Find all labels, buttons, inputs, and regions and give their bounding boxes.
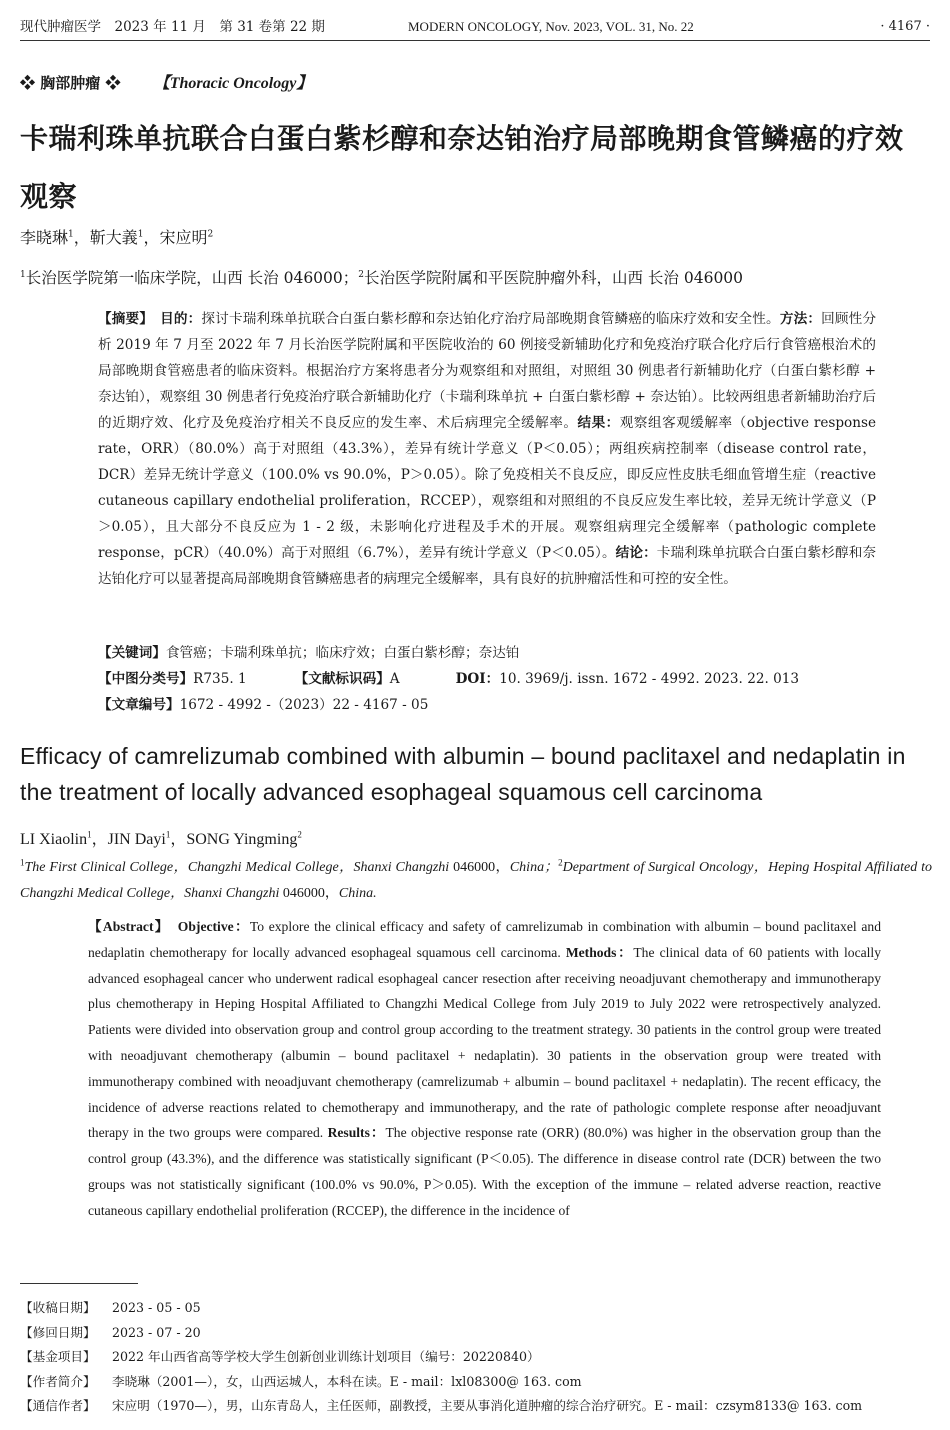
affil-sup: 2 [358,269,364,280]
doi-label: DOI： [455,671,500,687]
results-label: 结果： [577,415,620,431]
title-en: Efficacy of camrelizumab combined with albumin – bound paclitaxel and nedaplatin in the treatment of locally advanced esophageal squamous cell carcinoma [20,743,906,805]
affil-1-name: The First Clinical College，Changzhi Medical College，Shanxi Changzhi [24,860,450,875]
results-text: 观察组客观缓解率（objective response rate，ORR）（80.0%）高于对照组（43.3%），差异有统计学意义（P＜0.05）；两组疾病控制率（disease control rate，DCR）差异无统计学意义（100.0% vs 90.0%，P＞0.05）。除了免疫相关不良反应，即反应性皮肤毛细血管增生症（reactive cutaneous capillary endothelial proliferation，RCCEP），观察组和对照组的不良反应发生率比较，差异无统计学意义（P＞0.05），且大部分不良反应为 1 - 2 级，未影响化疗进程及手术的开展。观察组病理完全缓解率（pathologic complete response，pCR）（40.0%）高于对照组（6.7%），差异有统计学意义（P＜0.05）。 [98,415,877,561]
footnote-text: 李晓琳（2001—），女，山西运城人，本科在读。E - mail：lxl08300@ 163. com [112,1373,582,1389]
methods-text: 回顾性分析 2019 年 7 月至 2022 年 7 月长治医学院附属和平医院收治的 60 例接受新辅助化疗和免疫治疗联合化疗后行食管癌根治术的局部晚期食管癌患者的临床资料。根据治疗方案将患者分为观察组和对照组，对照组 30 例患者行新辅助化疗（白蛋白紫杉醇 + 奈达铂），观察组 30 例患者行免疫治疗联合新辅助化疗（卡瑞利珠单抗 + 白蛋白紫杉醇 + 奈达铂）。比较两组患者新辅助治疗后的近期疗效、化疗及免疫治疗相关不良反应的发生率、术后病理完全缓解率。 [98,311,877,431]
author-sup: 1 [137,229,144,240]
section-en: 【Thoracic Oncology】 [153,75,313,92]
methods-label: 方法： [779,311,822,327]
footnote-label: 【修回日期】 [20,1324,96,1340]
clc-value: R735. 1 [193,671,247,687]
abstract-en [88,914,881,1268]
author-name: 宋应明 [159,228,208,247]
results-en-label: Results： [327,1125,386,1141]
clc-label: 【中图分类号】 [98,671,194,687]
footnotes [20,1296,930,1419]
footnote-text: 宋应明（1970—），男，山东青岛人，主任医师，副教授，主要从事消化道肿瘤的综合治疗研究。E - mail：czsym8133@ 163. com [112,1398,863,1413]
methods-en-text: The clinical data of 60 patients with locally advanced esophageal cancer who underwent radical esophageal cancer resection after receiving neoadjuvant chemotherapy and immunotherapy plus chemotherapy in Heping Hospital Affiliated to Changzhi Medical College from July 2019 to July 2022 were retrospectively analyzed. Patients were divided into observation group and control group according to the treatment strategy. 30 patients in the control group were treated with neoadjuvant chemotherapy (albumin – bound paclitaxel + nedaplatin). 30 patients in the observation group were treated with immunotherapy combined with neoadjuvant chemotherapy (camrelizumab + albumin – bound paclitaxel + nedaplatin). The recent efficacy, the incidence of adverse reactions related to chemotherapy and immunotherapy, and the rate of pathologic complete response after neoadjuvant therapy in the two groups were compared. [88,944,881,1141]
footnote-text: 2023 - 07 - 20 [112,1324,201,1340]
abstract-zh [98,306,876,592]
author-sup: 1 [165,829,171,840]
author-sup: 2 [297,829,302,840]
footnote-label: 【基金项目】 [20,1349,96,1364]
affil-1-country: China [509,860,545,875]
authors-en: LI Xiaolin$^1$，JIN Dayi$^1$，SONG Yingming$^2$ [20,829,302,848]
footnote-revised [20,1321,930,1346]
affiliations-zh [20,266,743,288]
doc-code-value: A [389,671,400,687]
affiliations-en: $^1$The First Clinical College，Changzhi Medical College，Shanxi Changzhi 046000，China；$^2$Department of Surgical Oncology，Heping Hospital Affiliated to Changzhi Medical College，Shanxi Changzhi 046000，China. [20,857,932,901]
author-name: SONG Yingming [186,831,298,848]
article-no-value: 1672 - 4992 -（2023）22 - 4167 - 05 [179,697,429,713]
classification-row [98,666,876,692]
keywords-text: 食管癌；卡瑞利珠单抗；临床疗效；白蛋白紫杉醇；奈达铂 [165,645,520,661]
footnote-label: 【通信作者】 [20,1398,96,1413]
abstract-label: 【摘要】 [98,311,147,327]
objective-label: 目的： [160,311,202,327]
title-zh: 卡瑞利珠单抗联合白蛋白紫杉醇和奈达铂治疗局部晚期食管鳞癌的疗效观察 [20,122,904,213]
results-en-text: The objective response rate (ORR) (80.0%) was higher in the observation group than the control group (43.3%), and the difference was statistically significant (P＜0.05). The difference in disease control rate (DCR) between the two groups was not statistically significant (100.0% vs 90.0%, P＞0.05). With the exception of the immune – related adverse reaction, reactive cutaneous capillary endothelial proliferation (RCCEP), the difference in the incidence of [88,1125,881,1218]
footnote-text: 2022 年山西省高等学校大学生创新创业训练计划项目（编号：20220840） [112,1349,540,1364]
abstract-en-label: 【Abstract】 [88,919,163,934]
conclusion-label: 结论： [615,545,657,561]
footnote-label: 【作者简介】 [20,1373,96,1389]
footnote-corresponding [20,1394,930,1419]
author-name: 靳大義 [89,228,138,247]
footnote-author-bio [20,1370,930,1395]
author-name: LI Xiaolin [20,831,88,848]
affil-sup: 1 [20,269,26,280]
running-header [20,14,930,41]
footnote-divider [20,1283,138,1284]
methods-en-label: Methods： [565,944,634,960]
affil-2-zip: 046000， [282,886,339,901]
affil-1-zip: 046000， [453,860,510,875]
author-name: JIN Dayi [107,831,166,848]
keywords-label: 【关键词】 [98,645,166,661]
affil-2-country: China. [338,886,377,901]
section-label [20,70,312,93]
objective-text: 探讨卡瑞利珠单抗联合白蛋白紫杉醇和奈达铂化疗治疗局部晚期食管鳞癌的临床疗效和安全性。 [201,311,780,327]
affil-2: 长治医学院附属和平医院肿瘤外科，山西 长治 046000 [364,269,744,287]
author-sup: 2 [207,229,214,240]
affil-2-name: Department of Surgical Oncology，Heping Hospital Affiliated to Changzhi Medical College，Shanxi Changzhi [20,860,932,901]
affil-sup: 2 [558,857,563,868]
author-name: 李晓琳 [20,228,69,247]
footnote-label: 【收稿日期】 [20,1300,96,1315]
doc-code-label: 【文献标识码】 [294,671,390,687]
article-number [98,692,876,718]
keywords-zh [98,640,876,666]
author-sup: 1 [68,229,74,240]
article-no-label: 【文章编号】 [98,697,180,713]
footnote-funding [20,1345,930,1370]
journal-issue-en: MODERN ONCOLOGY, Nov. 2023, VOL. 31, No. 22 [408,19,694,34]
objective-en-text: To explore the clinical efficacy and safety of camrelizumab in combination with albumin – bound paclitaxel and nedaplatin chemotherapy for locally advanced esophageal squamous cell carcinoma. [88,919,881,960]
footnote-text: 2023 - 05 - 05 [112,1300,201,1315]
authors-zh: 李晓琳$^1$，靳大義$^1$，宋应明$^2$ [20,228,214,247]
affil-sup: 1 [20,857,25,868]
objective-en-label: Objective： [177,919,250,934]
footnote-received [20,1296,930,1321]
affil-1: 长治医学院第一临床学院，山西 长治 046000； [25,269,359,287]
section-zh: ❖ 胸部肿瘤 ❖ [20,74,121,92]
page-number: · 4167 · [880,19,930,34]
doi-value: 10. 3969/j. issn. 1672 - 4992. 2023. 22. 013 [499,671,800,687]
author-sup: 1 [87,829,92,840]
journal-issue-zh: 现代肿瘤医学 2023 年 11 月 第 31 卷第 22 期 [20,19,325,35]
conclusion-text: 卡瑞利珠单抗联合白蛋白紫杉醇和奈达铂化疗可以显著提高局部晚期食管鳞癌患者的病理完全缓解率，具有良好的抗肿瘤活性和可控的安全性。 [98,545,876,587]
